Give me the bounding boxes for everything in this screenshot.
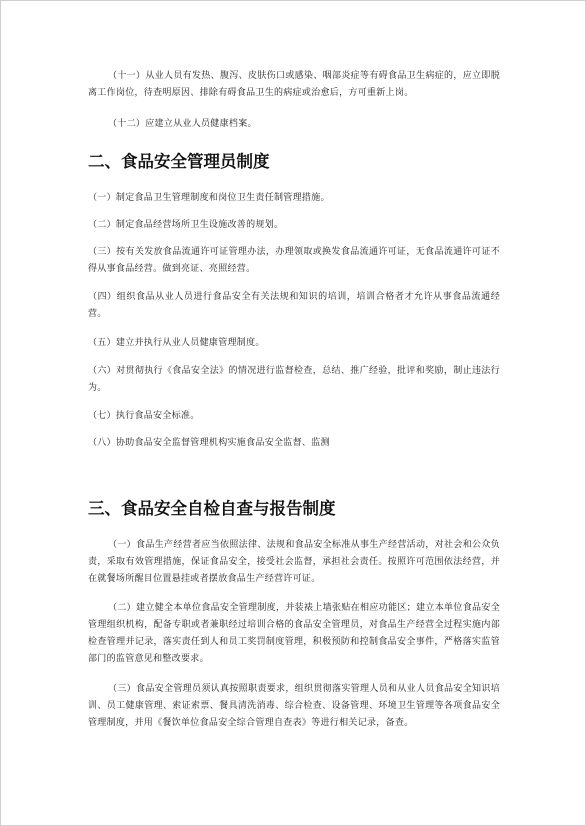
section2-item-5-wrap (88, 335, 500, 352)
section2-item-2-wrap (88, 217, 500, 234)
section2-heading: 二、食品安全管理员制度 (88, 152, 270, 171)
section2-item-6: （六）对贯彻执行《食品安全法》的情况进行监督检查，总结、推广经验，批评和奖励，制止违法行为。 (88, 366, 500, 393)
section3 (88, 498, 500, 520)
section2-item-3-wrap (88, 244, 500, 278)
section2-item-3: （三）按有关发放食品流通许可证管理办法，办理领取或换发食品流通许可证，无食品流通许可证不得从事食品经营。做到亮证、亮照经营。 (88, 247, 500, 274)
section2-item-2: （二）制定食品经营场所卫生设施改善的规划。 (88, 220, 284, 230)
section2-item-7-wrap (88, 408, 500, 425)
section3-item-1-wrap (88, 537, 500, 588)
section2-item-6-wrap (88, 363, 500, 397)
section2-item-4-wrap (88, 289, 500, 323)
paragraph-item-12: （十二）应建立从业人员健康档案。 (108, 119, 257, 129)
section2-item-8-wrap (88, 435, 500, 452)
section2-item-8: （八）协助食品安全监督管理机构实施食品安全监督、监测 (88, 438, 330, 448)
section2 (88, 151, 500, 173)
paragraph-item-11: （十一）从业人员有发热、腹泻、皮肤伤口或感染、咽部炎症等有碍食品卫生病症的，应立即脱离工作岗位，待查明原因、排除有碍食品卫生的病症或治愈后，方可重新上岗。 (88, 71, 500, 98)
section3-item-3-wrap (88, 681, 500, 732)
section1-tail-12 (88, 116, 500, 133)
section3-item-1: （一）食品生产经营者应当依照法律、法规和食品安全标准从事生产经营活动，对社会和公众负责，采取有效管理措施，保证食品安全，接受社会监督，承担社会责任。按照许可范围依法经营，并在就餐场所醒目位置悬挂或者摆放食品生产经营许可证。 (88, 540, 500, 584)
section2-item-4: （四）组织食品从业人员进行食品安全有关法规和知识的培训，培训合格者才允许从事食品流通经营。 (88, 292, 500, 319)
section2-item-1-wrap (88, 190, 500, 207)
section2-item-5: （五）建立并执行从业人员健康管理制度。 (88, 338, 265, 348)
section3-item-3: （三）食品安全管理员须认真按照职责要求，组织贯彻落实管理人员和从业人员食品安全知识培训、员工健康管理、索证索票、餐具清洗消毒、综合检查、设备管理、环境卫生管理等各项食品安全管理制度，并用《餐饮单位食品安全综合管理自查表》等进行相关记录，备查。 (88, 684, 500, 728)
section2-item-7: （七）执行食品安全标准。 (88, 411, 200, 421)
section3-item-2: （二）建立健全本单位食品安全管理制度，并装裱上墙张贴在相应功能区；建立本单位食品安全管理组织机构，配备专职或者兼职经过培训合格的食品安全管理员，对食品生产经营全过程实施内部检查管理并记录，落实责任到人和员工奖罚制度管理，积极预防和控制食品安全事件，严格落实监管部门的监管意见和整改要求。 (88, 603, 500, 664)
section3-heading: 三、食品安全自检自查与报告制度 (88, 499, 336, 518)
section2-item-1: （一）制定食品卫生管理制度和岗位卫生责任制管理措施。 (88, 193, 330, 203)
section1-tail (88, 68, 500, 102)
section3-item-2-wrap (88, 600, 500, 668)
